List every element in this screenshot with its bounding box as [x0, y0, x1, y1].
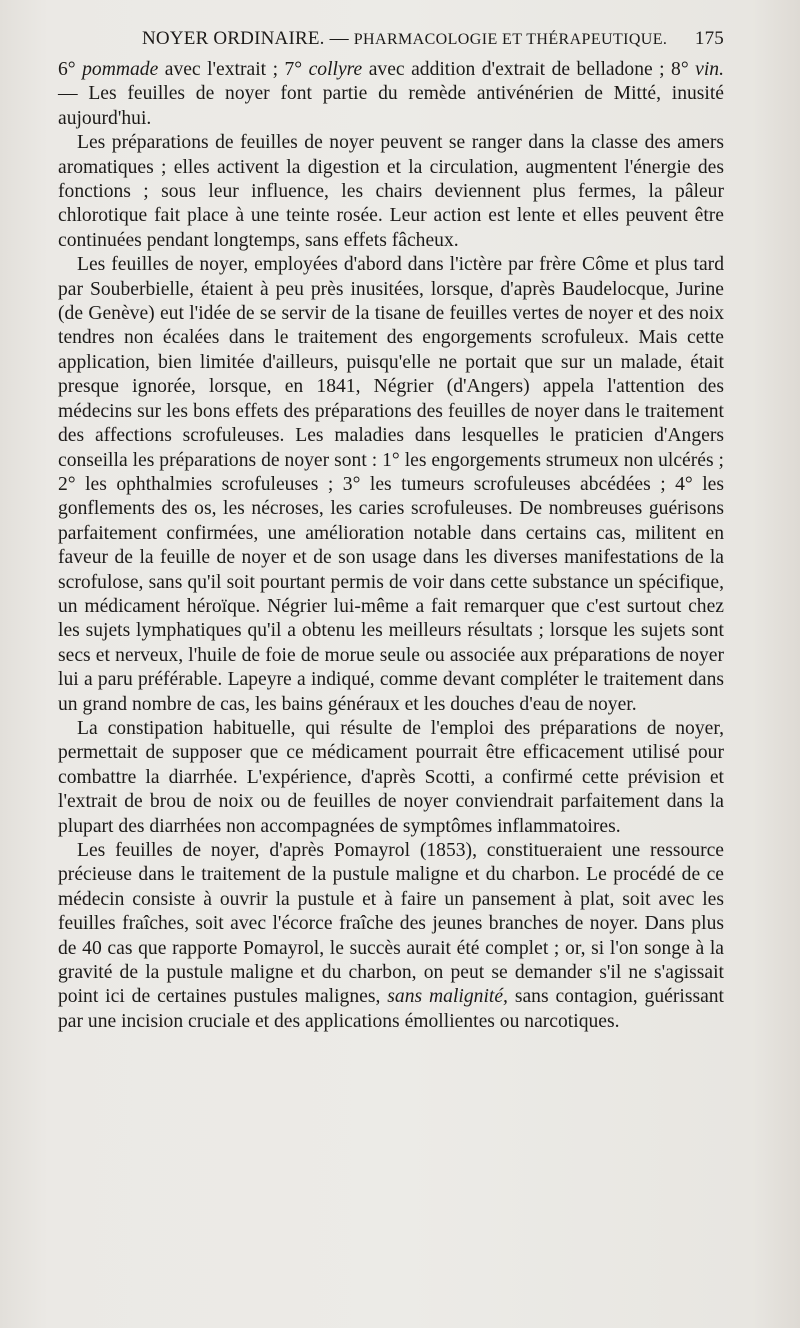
- paragraph-text: Les feuilles de noyer, d'après Pomayrol (1853), constitueraient une ressource précieuse dans le traitement de la pustule maligne et du charbon. Le procédé de ce médecin consiste à ouvrir la pustule et à faire un pansement à plat, soit avec les feuilles fraîches, soit avec l'écorce fraîche des jeunes branches de noyer. Dans plus de 40 cas que rapporte Pomayrol, le succès aurait été complet ; or, si l'on songe à la gravité de la pustule maligne et du charbon, on peut se demander s'il ne s'agissait point ici de certaines pustules malignes,: [58, 840, 724, 1008]
- paragraph-text: sans contagion, guérissant par une incision cruciale et des applications émollientes ou narcotiques.: [58, 986, 725, 1032]
- paragraph-text: Les feuilles de noyer, employées d'abord dans l'ictère par frère Côme et plus tard par Souberbielle, étaient à peu près inusitées, lorsque, d'après Baudelocque, Jurine (de Genève) eut l'idée de se servir de la tisane de feuilles vertes de noyer et des noix tendres non écalées dans le traitement des engorgements scrofuleux. Mais cette application, bien limitée d'ailleurs, puisqu'elle ne portait que sur un malade, était presque ignorée, lorsque, en 1841, Négrier (d'Angers) appela l'attention des médecins sur les bons effets des préparations des feuilles de noyer dans le traitement des affections scrofuleuses. Les maladies dans lesquelles le praticien d'Angers conseilla les préparations de noyer sont : 1° les engorgements strumeux non ulcérés ; 2° les ophthalmies scrofuleuses ; 3° les tumeurs scrofuleuses abcédées ; 4° les gonflements des os, les nécroses, les caries scrofuleuses. De nombreuses guérisons parfaitement confirmées, une amélioration notable dans certains cas, militent en faveur de la feuille de noyer et de son usage dans les diverses manifestations de la scrofulose, sans qu'il soit pourtant permis de voir dans cette substance un spécifique, un médicament héroïque. Négrier lui-même a fait remarquer que c'est surtout chez les sujets lymphatiques qu'il a obtenu les meilleurs résultats ; lorsque les sujets sont secs et nerveux, l'huile de foie de morue seule ou associée aux préparations de noyer lui a paru préférable. Lapeyre a indiqué, comme devant compléter le traitement dans un grand nombre de cas, les bains généraux et les douches d'eau de noyer.: [58, 254, 724, 715]
- paragraph-text: 6°: [58, 59, 83, 80]
- paragraph: [58, 839, 724, 1034]
- body-text: [58, 58, 724, 1034]
- paragraph-text: Les préparations de feuilles de noyer peuvent se ranger dans la classe des amers aromatiques ; elles activent la digestion et la circulation, augmentent l'énergie des fonctions ; sous leur influence, les chairs deviennent plus fermes, la pâleur chlorotique fait place à une teinte rosée. Leur action est lente et elles peuvent être continuées pendant longtemps, sans effets fâcheux.: [58, 132, 724, 251]
- title-sub: PHARMACOLOGIE ET THÉRAPEUTIQUE.: [353, 31, 668, 48]
- running-header: [58, 28, 724, 54]
- running-title: [142, 28, 667, 50]
- title-dash: —: [324, 28, 354, 49]
- italic-text: sans malignité,: [387, 986, 508, 1008]
- paragraph: [58, 131, 724, 253]
- title-main: NOYER ORDINAIRE.: [142, 28, 325, 49]
- paragraph: [58, 58, 724, 131]
- italic-text: collyre: [308, 59, 363, 80]
- paragraph-text: avec l'extrait ; 7°: [158, 59, 309, 80]
- paragraph-text: avec addition d'extrait de belladone ; 8°: [362, 59, 696, 80]
- paragraph-text: — Les feuilles de noyer font partie du remède antivénérien de Mitté, inusité aujourd'hui.: [58, 83, 724, 129]
- paragraph: [58, 717, 724, 839]
- italic-text: vin.: [695, 59, 724, 80]
- paragraph-text: La constipation habituelle, qui résulte de l'emploi des préparations de noyer, permettait de supposer que ce médicament pourrait être efficacement utilisé pour combattre la diarrhée. L'expérience, d'après Scotti, a confirmé cette prévision et l'extrait de brou de noix ou de feuilles de noyer conviendrait parfaitement dans la plupart des diarrhées non accompagnées de symptômes inflammatoires.: [58, 717, 724, 837]
- paragraph: [58, 253, 724, 717]
- page-number: 175: [694, 28, 724, 49]
- italic-text: pommade: [82, 59, 159, 80]
